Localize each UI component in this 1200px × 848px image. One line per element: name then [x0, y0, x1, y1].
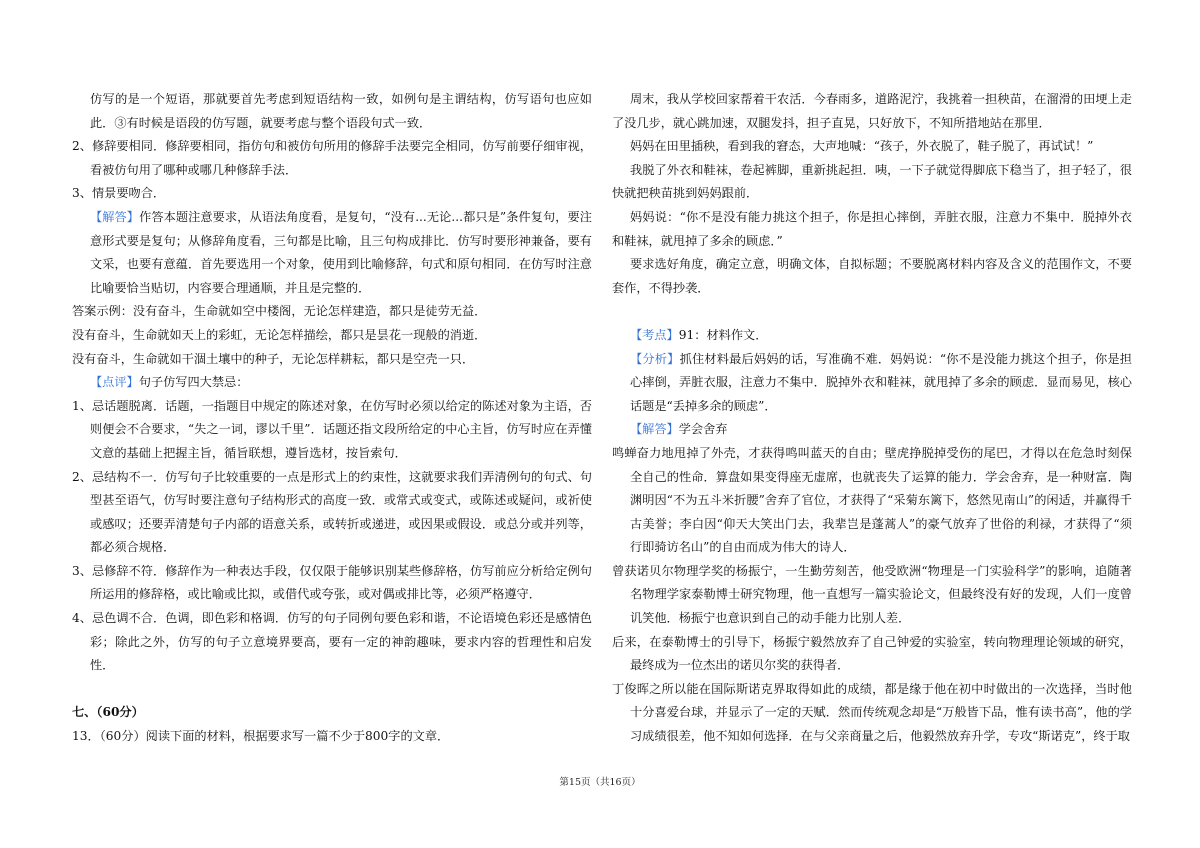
answer-tag: 【解答】 — [630, 422, 679, 437]
left-example-2: 没有奋斗，生命就如天上的彩虹，无论怎样描绘，都只是昙花一现般的消逝． — [72, 327, 487, 342]
spacer — [72, 678, 592, 702]
answer-text: 作答本题注意要求，从语法角度看，是复句，“没有...无论...都只是”条件复句，要注意形式要是复句；从修辞角度看，三句都是比喻，且三句构成排比．仿写时要形神兼备，要有文采，也要有意蕴．首先要选用一个对象，使用到比喻修辞，句式和原句相同．在仿写时注意比喻要恰当贴切，内容要合理通顺，并且是完整的． — [90, 209, 592, 295]
answer-text: 学会舍弃 — [678, 422, 728, 437]
section-heading: 七、（60分） — [72, 705, 144, 720]
analysis-text: 抓住材料最后妈妈的话，写准确不难．妈妈说：“你不是没能力挑这个担子，你是担心摔倒，弄脏衣服，注意力不集中．脱掉外衣和鞋袜，就甩掉了多余的顾虑．显而易见，核心话题是“丢掉多余的顾虑”． — [630, 351, 1132, 413]
left-example-1: 答案示例：没有奋斗，生命就如空中楼阁，无论怎样建造，都只是徒劳无益． — [72, 304, 487, 319]
answer-tag: 【解答】 — [90, 209, 140, 224]
right-essay-2: 曾获诺贝尔物理学奖的杨振宁，一生勤劳刻苦，他受欧洲“物理是一门实验科学”的影响，追随著名物理学家泰勒博士研究物理，他一直想写一篇实验论文，但最终没有好的发现，人们一度曾讥笑他．杨振宁也意识到自己的动手能力比别人差． — [612, 563, 1132, 626]
kaodian-tag: 【考点】 — [630, 327, 679, 342]
left-para-1: 仿写的是一个短语，那就要首先考虑到短语结构一致，如例句是主谓结构，仿写语句也应如此．③有时候是语段的仿写题，就要考虑与整个语段句式一致． — [90, 92, 592, 130]
comment-tag: 【点评】 — [90, 375, 139, 390]
left-para-2: 2、修辞要相同．修辞要相同，指仿句和被仿句所用的修辞手法要完全相同，仿写前要仔细审视，看被仿句用了哪种或哪几种修辞手法． — [72, 139, 592, 177]
left-taboo-3: 3、忌修辞不符．修辞作为一种表达手段，仅仅限于能够识别某些修辞格，仿写前应分析给定例句所运用的修辞格，或比喻或比拟，或借代或夸张，或对偶或排比等，必须严格遵守． — [72, 563, 592, 602]
right-requirement: 要求选好角度，确定立意，明确文体，自拟标题；不要脱离材料内容及含义的范围作文，不要套作，不得抄袭． — [612, 257, 1132, 295]
question-13: 13．（60分）阅读下面的材料，根据要求写一篇不少于800字的文章． — [72, 729, 450, 744]
left-example-3: 没有奋斗，生命就如干涸土壤中的种子，无论怎样耕耘，都只是空壳一只． — [72, 351, 475, 366]
right-essay-1: 鸣蝉奋力地甩掉了外壳，才获得鸣叫蓝天的自由；壁虎挣脱掉受伤的尾巴，才得以在危急时刻保全自己的性命．算盘如果变得座无虚席，也就丧失了运算的能力．学会舍弃，是一种财富．陶渊明因“不为五斗米折腰”舍弃了官位，才获得了“采菊东篱下，悠然见南山”的闲适，并赢得千古美誉；李白因“仰天大笑出门去，我辈岂是蓬蒿人”的豪气放弃了世俗的利禄，才获得了“须行即骑访名山”的自由而成为伟大的诗人． — [612, 445, 1132, 555]
comment-text: 句子仿写四大禁忌： — [138, 375, 249, 390]
left-answer-para — [72, 206, 592, 300]
right-material-2: 妈妈在田里插秧，看到我的窘态，大声地喊：“孩子，外衣脱了，鞋子脱了，再试试！” — [630, 139, 1094, 154]
kaodian-text: 91：材料作文． — [678, 327, 768, 342]
right-column — [612, 88, 1132, 749]
left-comment-para — [72, 371, 592, 395]
left-column — [72, 88, 592, 749]
left-taboo-4: 4、忌色调不合．色调，即色彩和格调．仿写的句子同例句要色彩和谐，不论语境色彩还是感情色彩；除此之外，仿写的句子立意境界要高，要有一定的神韵趣味，要求内容的哲理性和启发性． — [72, 611, 592, 673]
right-essay-4: 丁俊晖之所以能在国际斯诺克界取得如此的成绩，都是缘于他在初中时做出的一次选择，当时他十分喜爱台球，并显示了一定的天赋．然而传统观念却是“万般皆下品，惟有读书高”，他的学习成绩很差，他不知如何选择．在与父亲商量之后，他毅然放弃升学，专攻“斯诺克”，终于取 — [612, 681, 1132, 744]
page-footer: 第15页（共16页） — [559, 777, 641, 788]
left-taboo-1: 1、忌话题脱离．话题，一指题目中规定的陈述对象，在仿写时必须以给定的陈述对象为主语，否则便会不合要求，“失之一词，谬以千里”．话题还指文段所给定的中心主旨，仿写时应在弄懂文意的基础上把握主旨，循旨联想，遵旨选材，按旨索句． — [72, 398, 592, 460]
left-taboo-2: 2、忌结构不一．仿写句子比较重要的一点是形式上的约束性，这就要求我们弄清例句的句式、句型甚至语气，仿写时要注意句子结构形式的高度一致．或常式或变式，或陈述或疑问，或祈使或感叹；还要弄清楚句子内部的语意关系，或转折或递进，或因果或假设．或总分或并列等，都必须合规格． — [72, 469, 592, 555]
right-material-3: 我脱了外衣和鞋袜，卷起裤脚，重新挑起担．咦，一下子就觉得脚底下稳当了，担子轻了，很快就把秧苗挑到妈妈跟前． — [612, 162, 1132, 201]
right-essay-3: 后来，在泰勒博士的引导下，杨振宁毅然放弃了自己钟爱的实验室，转向物理理论领域的研究，最终成为一位杰出的诺贝尔奖的获得者． — [612, 634, 1132, 673]
right-kaodian-para — [612, 324, 1132, 348]
spacer — [612, 300, 1132, 324]
right-material-4: 妈妈说：“你不是没有能力挑这个担子，你是担心摔倒，弄脏衣服，注意力不集中．脱掉外衣和鞋袜，就甩掉了多余的顾虑．” — [612, 209, 1132, 248]
left-para-3: 3、情景要吻合． — [72, 186, 166, 201]
right-analysis-para — [612, 348, 1132, 419]
right-answer-para — [612, 418, 1132, 442]
right-material-1: 周末，我从学校回家帮着干农活．今春雨多，道路泥泞，我挑着一担秧苗，在溜滑的田埂上走了没几步，就心跳加速，双腿发抖，担子直晃，只好放下，不知所措地站在那里． — [612, 92, 1132, 130]
analysis-tag: 【分析】 — [630, 351, 680, 366]
